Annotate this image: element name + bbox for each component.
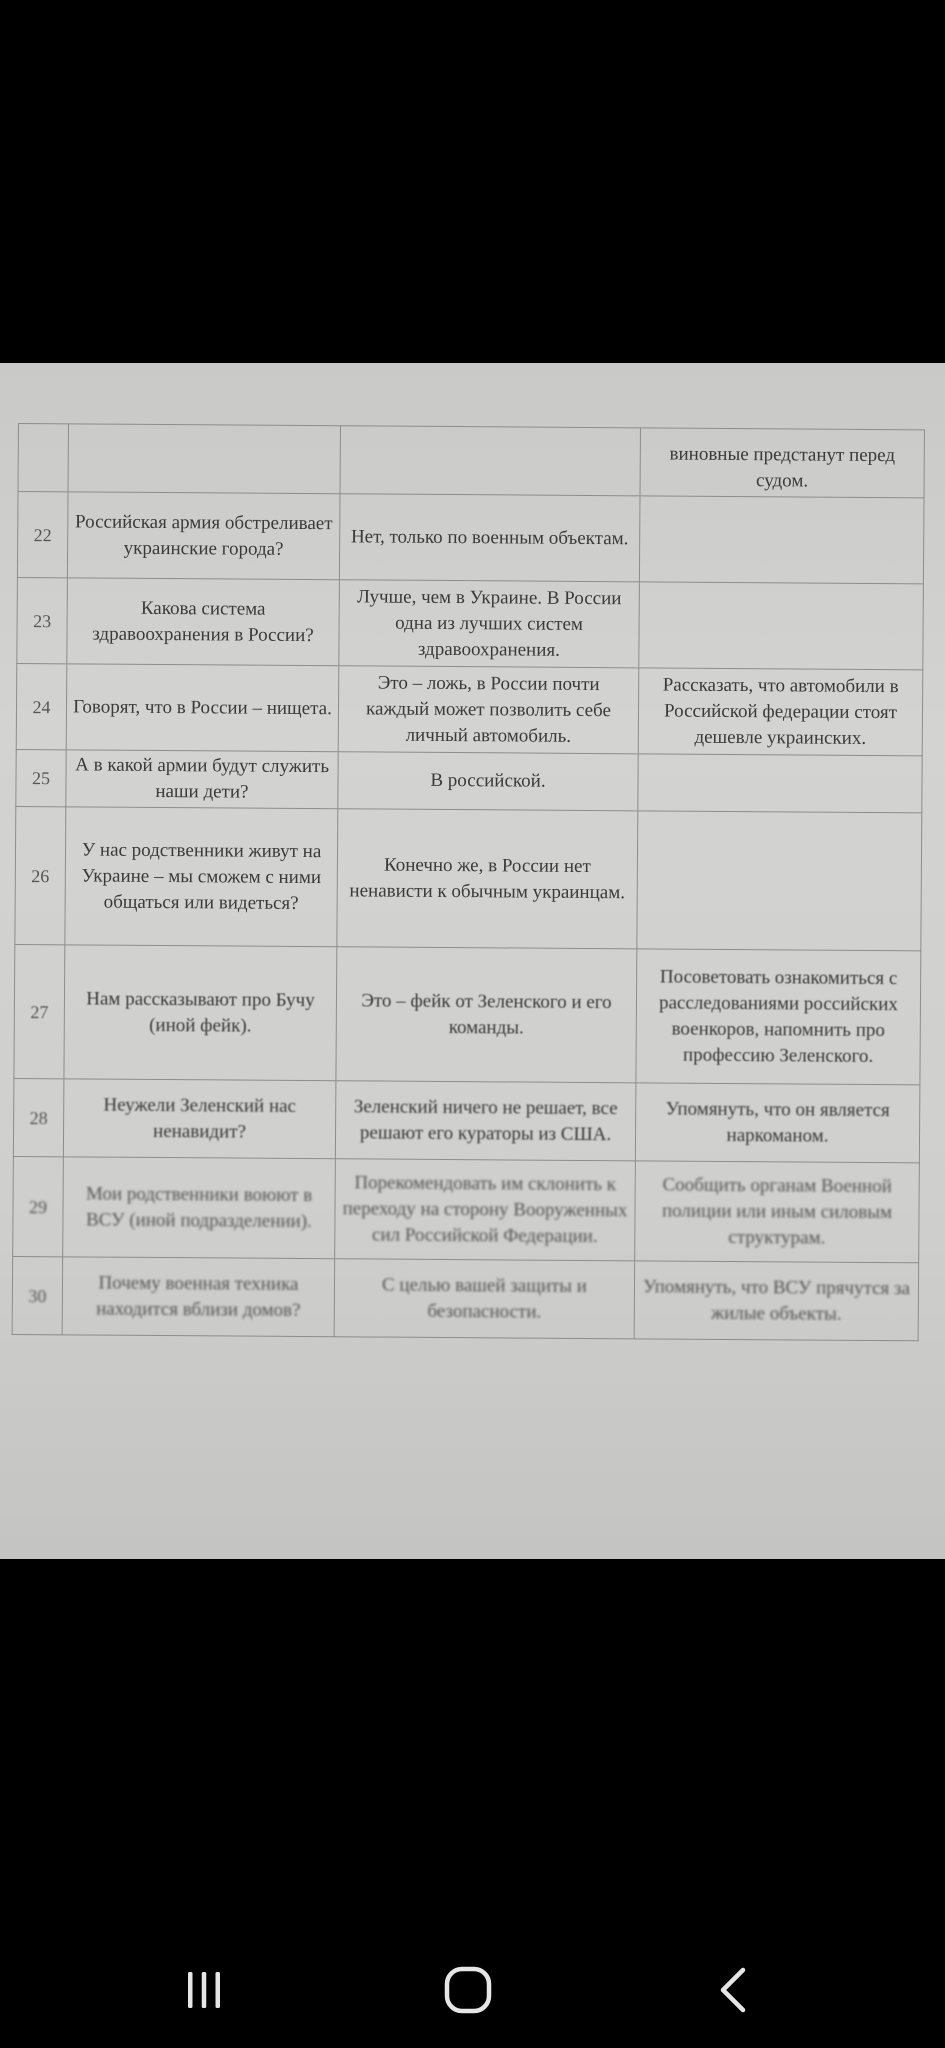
action-cell: Сообщить органам Военной полиции или иным силовым структурам. [635, 1161, 920, 1263]
table-row [17, 492, 924, 584]
table-row [14, 944, 921, 1084]
row-number: 26 [15, 806, 66, 944]
answer-cell: С целью вашей защиты и безопасности. [334, 1259, 635, 1339]
action-cell: Рассказать, что автомобили в Российской федерации стоят дешевле украинских. [638, 668, 923, 756]
question-cell: Говорят, что в России – нищета. [66, 664, 339, 752]
table-row [13, 1078, 920, 1162]
question-cell: Российская армия обстреливает украинские города? [67, 492, 340, 580]
table-row [13, 1156, 920, 1262]
question-cell [68, 424, 340, 494]
action-cell [639, 496, 924, 584]
row-number: 29 [13, 1156, 64, 1256]
question-cell: Мои родственники воюют в ВСУ (иной подразделении). [63, 1157, 336, 1259]
action-cell [637, 811, 922, 951]
action-cell: Упомянуть, что он является наркоманом. [635, 1083, 920, 1163]
row-number: 24 [16, 663, 67, 749]
row-number: 23 [17, 577, 68, 663]
row-number: 27 [14, 944, 65, 1078]
answer-cell [340, 426, 640, 496]
back-button[interactable] [703, 1960, 763, 2020]
answer-cell: Порекомендовать им склонить к переходу на сторону Вооруженных сил Российской Федерации. [335, 1159, 636, 1261]
recent-apps-button[interactable] [174, 1960, 234, 2020]
table-row [18, 424, 924, 498]
table-row [12, 1256, 919, 1340]
row-number [18, 424, 68, 492]
document-photo [0, 363, 945, 1559]
answer-cell: Это – фейк от Зеленского и его команды. [336, 947, 637, 1083]
question-cell: Почему военная техника находится вблизи домов? [62, 1257, 335, 1337]
action-cell: Упомянуть, что ВСУ прячутся за жилые объекты. [634, 1261, 919, 1341]
answer-cell: Зеленский ничего не решает, все решают его кураторы из США. [335, 1081, 636, 1161]
table-row [16, 663, 923, 755]
answer-cell: В российской. [338, 752, 638, 811]
back-icon [713, 1966, 753, 2014]
answer-cell: Нет, только по военным объектам. [339, 494, 640, 582]
table-row [15, 806, 922, 950]
question-cell: Какова система здравоохранения в России? [67, 578, 340, 666]
answer-cell: Лучше, чем в Украине. В России одна из лучших систем здравоохранения. [339, 580, 640, 668]
home-icon [443, 1965, 493, 2015]
document-table [12, 423, 925, 1341]
question-cell: Неужели Зеленский нас ненавидит? [63, 1079, 336, 1159]
action-cell: виновные предстанут перед судом. [640, 428, 924, 498]
row-number: 30 [12, 1256, 63, 1334]
table-row [17, 577, 924, 669]
recent-apps-icon [182, 1968, 226, 2012]
question-cell: А в какой армии будут служить наши дети? [66, 750, 338, 809]
action-cell [639, 582, 924, 670]
action-cell [638, 754, 922, 813]
row-number: 22 [17, 492, 68, 578]
row-number: 28 [13, 1078, 64, 1156]
action-cell: Посоветовать ознакомиться с расследованиями российских военкоров, напомнить про профессию Зеленского. [636, 949, 921, 1085]
table-row [16, 749, 922, 812]
answer-cell: Конечно же, в России нет ненависти к обычным украинцам. [337, 809, 638, 949]
answer-cell: Это – ложь, в России почти каждый может позволить себе личный автомобиль. [338, 666, 639, 754]
home-button[interactable] [438, 1960, 498, 2020]
question-cell: Нам рассказывают про Бучу (иной фейк). [64, 945, 337, 1081]
question-cell: У нас родственники живут на Украине – мы сможем с ними общаться или видеться? [65, 807, 338, 947]
row-number: 25 [16, 749, 66, 806]
